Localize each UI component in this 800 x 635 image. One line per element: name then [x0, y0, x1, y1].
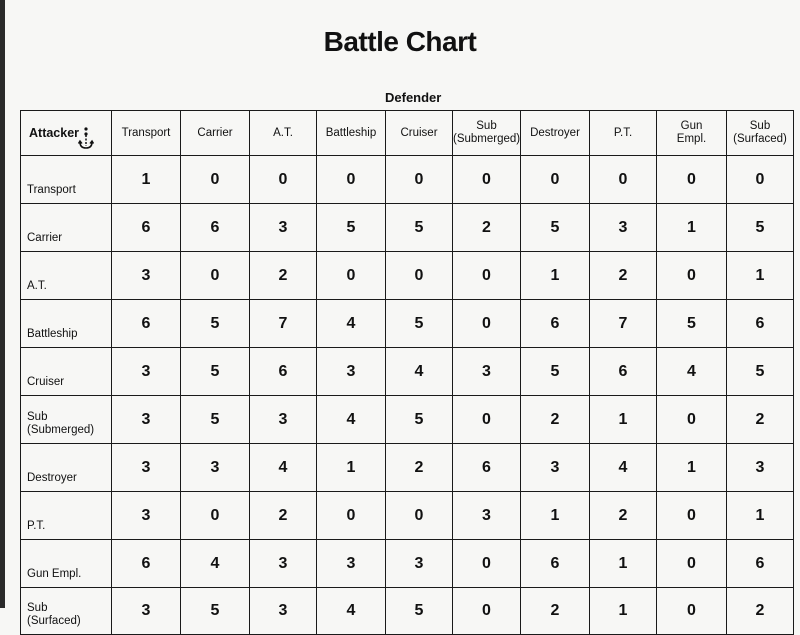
table-cell: 0 [590, 156, 657, 204]
table-cell: 3 [453, 348, 521, 396]
table-cell: 0 [657, 588, 727, 635]
table-cell: 3 [112, 348, 181, 396]
table-row [21, 300, 794, 348]
row-header-label: Battleship [27, 328, 78, 340]
table-cell: 2 [250, 252, 317, 300]
table-cell: 4 [317, 588, 386, 635]
row-header [21, 348, 112, 396]
table-cell: 2 [590, 492, 657, 540]
table-cell: 0 [453, 300, 521, 348]
column-header [727, 111, 794, 156]
table-cell: 0 [453, 588, 521, 635]
table-cell: 3 [250, 588, 317, 635]
corner-header [21, 111, 112, 156]
row-header [21, 300, 112, 348]
table-cell: 6 [727, 540, 794, 588]
row-header [21, 396, 112, 444]
table-row [21, 540, 794, 588]
table-cell: 0 [453, 156, 521, 204]
table-row [21, 156, 794, 204]
anchor-arrow-icon [77, 125, 95, 151]
table-cell: 2 [727, 396, 794, 444]
table-cell: 2 [521, 396, 590, 444]
table-cell: 0 [181, 252, 250, 300]
attacker-label: Attacker [29, 125, 80, 140]
table-cell: 1 [590, 540, 657, 588]
table-cell: 6 [727, 300, 794, 348]
table-cell: 0 [657, 540, 727, 588]
row-header-label: Sub (Surfaced) [27, 602, 81, 627]
table-cell: 5 [657, 300, 727, 348]
row-header [21, 204, 112, 252]
column-header [657, 111, 727, 156]
row-header-label: Sub (Submerged) [27, 411, 95, 436]
table-row [21, 444, 794, 492]
table-cell: 1 [590, 396, 657, 444]
table-cell: 0 [181, 492, 250, 540]
page-title: Battle Chart [323, 26, 477, 57]
row-header-label: Carrier [27, 232, 63, 244]
column-header-label: A.T. [273, 126, 293, 139]
table-cell: 0 [317, 252, 386, 300]
column-header-label: Destroyer [530, 126, 580, 139]
scan-edge [0, 0, 5, 608]
table-cell: 3 [112, 492, 181, 540]
row-header-label: Destroyer [27, 472, 77, 484]
table-cell: 1 [657, 444, 727, 492]
table-cell: 3 [727, 444, 794, 492]
table-cell: 6 [590, 348, 657, 396]
table-row [21, 396, 794, 444]
table-cell: 0 [657, 396, 727, 444]
table-cell: 4 [657, 348, 727, 396]
table-cell: 0 [453, 252, 521, 300]
table-cell: 2 [727, 588, 794, 635]
table-cell: 6 [250, 348, 317, 396]
table-cell: 6 [112, 300, 181, 348]
table-cell: 1 [521, 492, 590, 540]
table-cell: 5 [386, 588, 453, 635]
table-row [21, 588, 794, 635]
table-cell: 5 [386, 204, 453, 252]
column-header [590, 111, 657, 156]
table-cell: 0 [657, 252, 727, 300]
column-header-label: Sub (Surfaced) [733, 120, 787, 145]
table-cell: 7 [590, 300, 657, 348]
row-header [21, 540, 112, 588]
table-cell: 5 [521, 348, 590, 396]
table-cell: 0 [453, 396, 521, 444]
table-cell: 2 [590, 252, 657, 300]
table-row [21, 252, 794, 300]
table-cell: 0 [386, 156, 453, 204]
table-cell: 3 [112, 588, 181, 635]
column-header-label: Battleship [325, 126, 377, 139]
table-cell: 6 [112, 204, 181, 252]
table-cell: 6 [521, 300, 590, 348]
table-cell: 1 [657, 204, 727, 252]
table-cell: 5 [317, 204, 386, 252]
table-cell: 2 [386, 444, 453, 492]
table-cell: 4 [250, 444, 317, 492]
table-cell: 6 [521, 540, 590, 588]
table-cell: 6 [453, 444, 521, 492]
column-header [521, 111, 590, 156]
table-cell: 0 [727, 156, 794, 204]
column-header-label: Sub (Submerged) [453, 120, 521, 145]
table-cell: 3 [317, 348, 386, 396]
table-cell: 2 [453, 204, 521, 252]
table-cell: 1 [727, 492, 794, 540]
row-header [21, 492, 112, 540]
table-row [21, 204, 794, 252]
table-cell: 3 [181, 444, 250, 492]
table-cell: 0 [521, 156, 590, 204]
column-header [181, 111, 250, 156]
column-header-label: P.T. [613, 126, 633, 139]
table-cell: 0 [181, 156, 250, 204]
table-cell: 5 [181, 588, 250, 635]
table-cell: 3 [250, 540, 317, 588]
row-header [21, 252, 112, 300]
table-cell: 3 [250, 396, 317, 444]
row-header-label: Cruiser [27, 376, 65, 388]
row-header [21, 156, 112, 204]
column-header-label: Transport [121, 126, 171, 139]
table-cell: 1 [317, 444, 386, 492]
row-header [21, 588, 112, 635]
table-cell: 0 [453, 540, 521, 588]
table-cell: 3 [386, 540, 453, 588]
row-header [21, 444, 112, 492]
table-cell: 3 [453, 492, 521, 540]
table-cell: 2 [521, 588, 590, 635]
column-header-label: Cruiser [400, 126, 438, 139]
table-cell: 4 [386, 348, 453, 396]
table-cell: 3 [112, 444, 181, 492]
table-cell: 4 [181, 540, 250, 588]
row-header-label: P.T. [27, 520, 46, 532]
column-header [453, 111, 521, 156]
table-cell: 5 [181, 396, 250, 444]
table-cell: 5 [521, 204, 590, 252]
table-cell: 4 [317, 300, 386, 348]
table-cell: 5 [181, 348, 250, 396]
table-cell: 3 [112, 396, 181, 444]
table-cell: 5 [727, 204, 794, 252]
column-header [317, 111, 386, 156]
table-cell: 4 [590, 444, 657, 492]
table-cell: 1 [727, 252, 794, 300]
table-cell: 2 [250, 492, 317, 540]
table-cell: 5 [181, 300, 250, 348]
battle-chart-table [20, 110, 794, 635]
table-cell: 6 [112, 540, 181, 588]
table-cell: 1 [521, 252, 590, 300]
column-header-label: Gun Empl. [676, 120, 707, 145]
table-cell: 3 [521, 444, 590, 492]
table-row [21, 492, 794, 540]
defender-axis-label: Defender [385, 90, 442, 105]
table-cell: 0 [386, 492, 453, 540]
table-cell: 0 [250, 156, 317, 204]
column-header [112, 111, 181, 156]
table-cell: 3 [112, 252, 181, 300]
table-cell: 0 [657, 156, 727, 204]
table-row [21, 348, 794, 396]
table-cell: 3 [250, 204, 317, 252]
table-cell: 0 [386, 252, 453, 300]
column-header [386, 111, 453, 156]
table-cell: 1 [590, 588, 657, 635]
table-cell: 7 [250, 300, 317, 348]
table-cell: 5 [386, 396, 453, 444]
table-cell: 3 [590, 204, 657, 252]
table-cell: 1 [112, 156, 181, 204]
column-header [250, 111, 317, 156]
table-cell: 3 [317, 540, 386, 588]
row-header-label: A.T. [27, 280, 47, 292]
table-cell: 0 [657, 492, 727, 540]
table-cell: 4 [317, 396, 386, 444]
header-row [21, 111, 794, 156]
table-cell: 5 [727, 348, 794, 396]
table-cell: 5 [386, 300, 453, 348]
column-header-label: Carrier [197, 126, 233, 139]
table-cell: 0 [317, 492, 386, 540]
table-cell: 0 [317, 156, 386, 204]
table-cell: 6 [181, 204, 250, 252]
row-header-label: Transport [27, 184, 76, 196]
row-header-label: Gun Empl. [27, 568, 82, 580]
